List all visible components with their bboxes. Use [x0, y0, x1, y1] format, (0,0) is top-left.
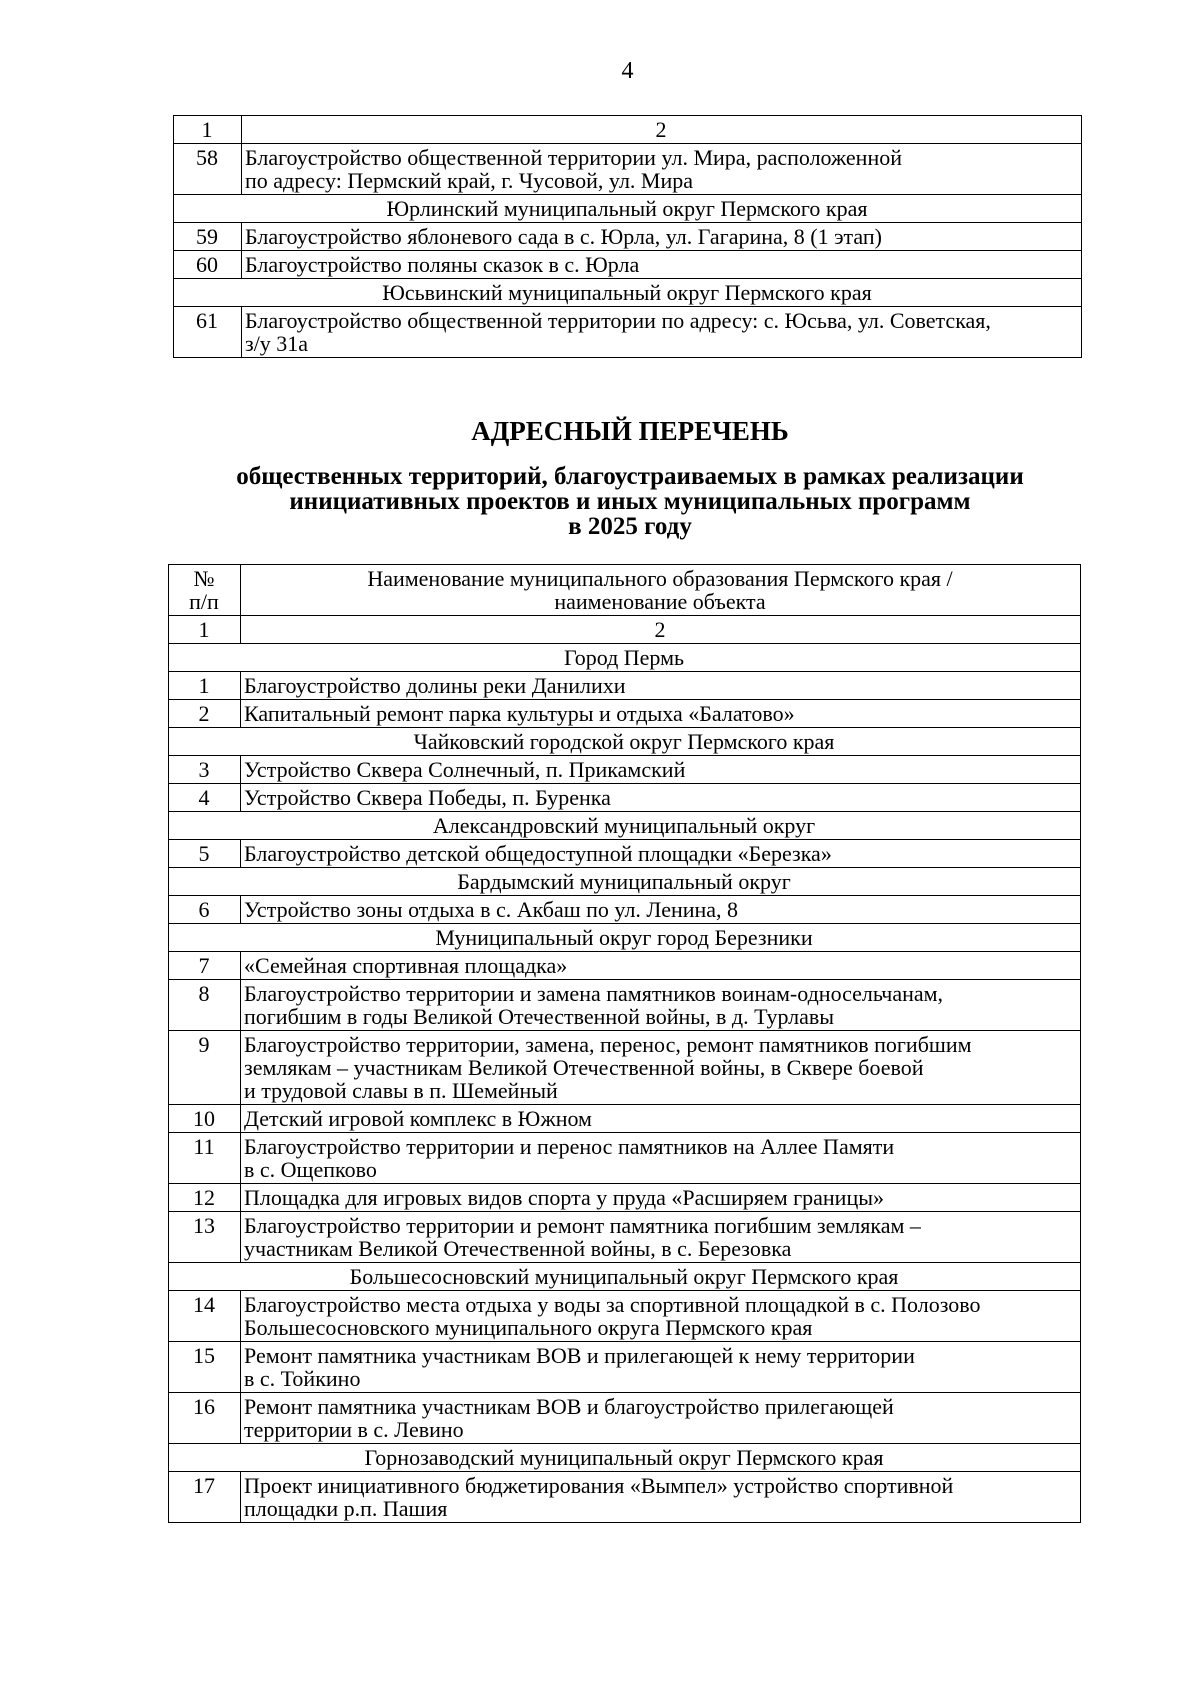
table-continued [173, 115, 1082, 358]
row-object-name: Детский игровой комплекс в Южном [241, 1105, 1081, 1133]
document-title [150, 410, 1110, 539]
table-row [174, 223, 1082, 251]
row-number: 9 [169, 1031, 241, 1105]
index-cell-name: 2 [242, 116, 1082, 144]
row-object-name: Капитальный ремонт парка культуры и отдыха «Балатово» [241, 700, 1081, 728]
section-row [169, 728, 1081, 756]
row-object-name: Благоустройство территории, замена, перенос, ремонт памятников погибшим землякам – участникам Великой Отечественной войны, в Сквере боевой и трудовой славы в п. Шемейный [241, 1031, 1081, 1105]
row-number: 59 [174, 223, 242, 251]
row-number: 61 [174, 307, 242, 358]
section-title: Город Пермь [169, 644, 1081, 672]
table-row [169, 1212, 1081, 1263]
row-object-name: Благоустройство долины реки Данилихи [241, 672, 1081, 700]
row-object-name: Благоустройство яблоневого сада в с. Юрла, ул. Гагарина, 8 (1 этап) [242, 223, 1082, 251]
table-row [169, 1393, 1081, 1444]
row-number: 3 [169, 756, 241, 784]
row-number: 5 [169, 840, 241, 868]
section-row [169, 812, 1081, 840]
table-row [174, 307, 1082, 358]
row-object-name: Благоустройство детской общедоступной площадки «Березка» [241, 840, 1081, 868]
section-title: Юсьвинский муниципальный округ Пермского края [174, 279, 1082, 307]
row-object-name: Благоустройство места отдыха у воды за спортивной площадкой в с. Полозово Большесосновского муниципального округа Пермского края [241, 1291, 1081, 1342]
section-row [174, 279, 1082, 307]
title-line-3: в 2025 году [568, 513, 692, 540]
row-number: 6 [169, 896, 241, 924]
row-object-name: Устройство зоны отдыха в с. Акбаш по ул. Ленина, 8 [241, 896, 1081, 924]
row-number: 16 [169, 1393, 241, 1444]
row-object-name: Благоустройство общественной территории по адресу: с. Юсьва, ул. Советская, з/у 31а [242, 307, 1082, 358]
header-name: Наименование муниципального образования Пермского края / наименование объекта [241, 565, 1081, 616]
table-row [169, 756, 1081, 784]
table-row [174, 251, 1082, 279]
title-main: АДРЕСНЫЙ ПЕРЕЧЕНЬ [471, 416, 789, 446]
index-cell-num: 1 [174, 116, 242, 144]
section-row [174, 195, 1082, 223]
row-number: 11 [169, 1133, 241, 1184]
row-number: 10 [169, 1105, 241, 1133]
row-number: 60 [174, 251, 242, 279]
index-cell-num: 1 [169, 616, 241, 644]
table-row [169, 784, 1081, 812]
row-object-name: Благоустройство территории и ремонт памятника погибшим землякам – участникам Великой Отечественной войны, в с. Березовка [241, 1212, 1081, 1263]
row-number: 58 [174, 144, 242, 195]
table-row [169, 1105, 1081, 1133]
title-line-2: инициативных проектов и иных муниципальных программ [289, 488, 971, 515]
row-number: 12 [169, 1184, 241, 1212]
table-index-row [169, 616, 1081, 644]
header-num: № п/п [169, 565, 241, 616]
table-row [169, 1291, 1081, 1342]
row-object-name: Благоустройство общественной территории ул. Мира, расположенной по адресу: Пермский край, г. Чусовой, ул. Мира [242, 144, 1082, 195]
row-number: 8 [169, 980, 241, 1031]
table-row [169, 840, 1081, 868]
row-number: 17 [169, 1472, 241, 1523]
section-title: Горнозаводский муниципальный округ Пермского края [169, 1444, 1081, 1472]
row-object-name: Благоустройство поляны сказок в с. Юрла [242, 251, 1082, 279]
title-line-1: общественных территорий, благоустраиваемых в рамках реализации [236, 463, 1024, 490]
table-row [169, 1472, 1081, 1523]
section-title: Юрлинский муниципальный округ Пермского края [174, 195, 1082, 223]
row-object-name: Площадка для игровых видов спорта у пруда «Расширяем границы» [241, 1184, 1081, 1212]
section-row [169, 868, 1081, 896]
table-row [169, 700, 1081, 728]
table-row [169, 1031, 1081, 1105]
section-title: Бардымский муниципальный округ [169, 868, 1081, 896]
section-row [169, 1263, 1081, 1291]
row-object-name: Устройство Сквера Победы, п. Буренка [241, 784, 1081, 812]
address-list-table [168, 564, 1081, 1523]
page-number: 4 [621, 58, 634, 84]
row-object-name: Благоустройство территории и перенос памятников на Аллее Памяти в с. Ощепково [241, 1133, 1081, 1184]
row-number: 13 [169, 1212, 241, 1263]
row-number: 15 [169, 1342, 241, 1393]
row-number: 7 [169, 952, 241, 980]
row-object-name: Проект инициативного бюджетирования «Вымпел» устройство спортивной площадки р.п. Пашия [241, 1472, 1081, 1523]
table-row [169, 980, 1081, 1031]
row-object-name: Устройство Сквера Солнечный, п. Прикамский [241, 756, 1081, 784]
section-row [169, 1444, 1081, 1472]
section-title: Муниципальный округ город Березники [169, 924, 1081, 952]
section-title: Большесосновский муниципальный округ Пермского края [169, 1263, 1081, 1291]
table-row [169, 1133, 1081, 1184]
row-number: 2 [169, 700, 241, 728]
row-object-name: Ремонт памятника участникам ВОВ и прилегающей к нему территории в с. Тойкино [241, 1342, 1081, 1393]
table-row [169, 1342, 1081, 1393]
index-cell-name: 2 [241, 616, 1081, 644]
row-object-name: Благоустройство территории и замена памятников воинам-односельчанам, погибшим в годы Великой Отечественной войны, в д. Турлавы [241, 980, 1081, 1031]
row-object-name: «Семейная спортивная площадка» [241, 952, 1081, 980]
section-row [169, 644, 1081, 672]
row-object-name: Ремонт памятника участникам ВОВ и благоустройство прилегающей территории в с. Левино [241, 1393, 1081, 1444]
section-title: Александровский муниципальный округ [169, 812, 1081, 840]
table-row [169, 896, 1081, 924]
section-row [169, 924, 1081, 952]
table-row [169, 672, 1081, 700]
table-row [169, 952, 1081, 980]
row-number: 1 [169, 672, 241, 700]
table-header-row [169, 565, 1081, 616]
table-row [174, 144, 1082, 195]
row-number: 4 [169, 784, 241, 812]
row-number: 14 [169, 1291, 241, 1342]
table-row [169, 1184, 1081, 1212]
table-index-row [174, 116, 1082, 144]
section-title: Чайковский городской округ Пермского края [169, 728, 1081, 756]
